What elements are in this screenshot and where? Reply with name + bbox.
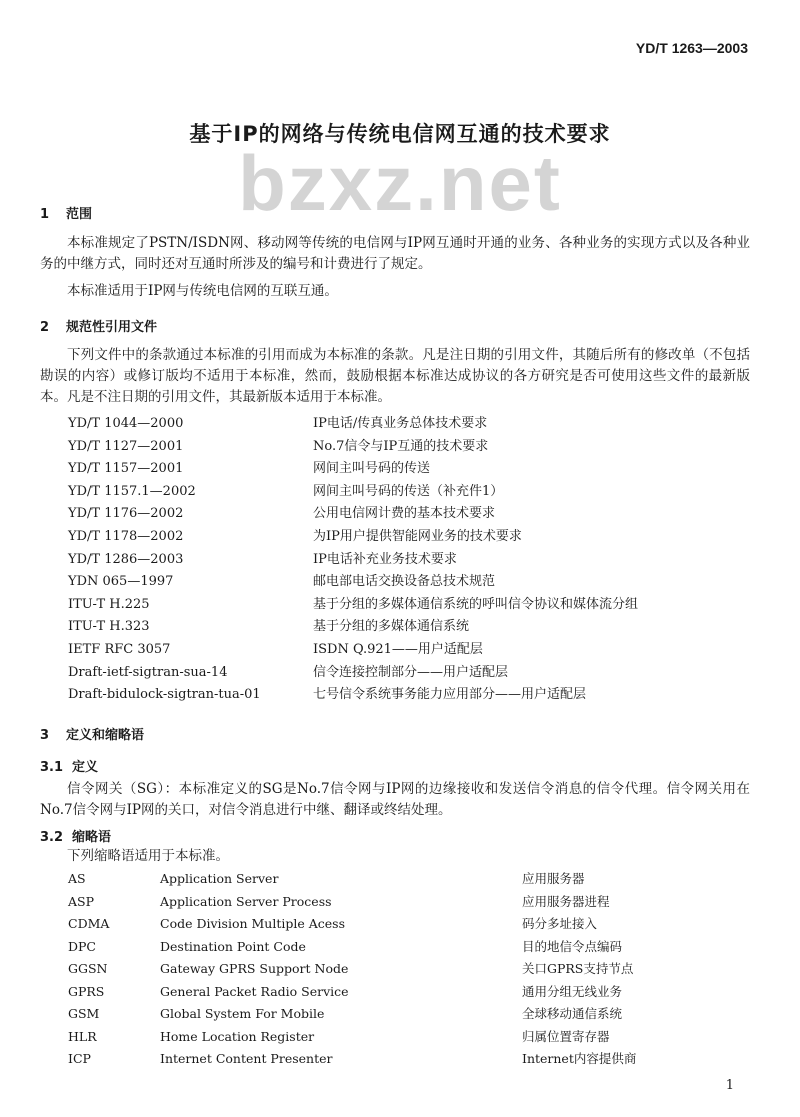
- abbreviation: AS: [68, 871, 86, 886]
- abbreviation-chinese: Internet内容提供商: [522, 1051, 637, 1066]
- reference-code: YD/T 1157.1—2002: [68, 483, 196, 499]
- reference-title: 网间主叫号码的传送: [313, 461, 431, 477]
- reference-code: YD/T 1178—2002: [68, 528, 184, 544]
- section-title: 规范性引用文件: [66, 320, 158, 335]
- document-code: YD/T 1263—2003: [635, 40, 748, 56]
- abbreviation-chinese: 目的地信令点编码: [522, 938, 623, 954]
- abbreviation-item: [68, 868, 636, 891]
- reference-title: IP电话/传真业务总体技术要求: [313, 416, 488, 431]
- abbreviation-english: Home Location Register: [160, 1028, 315, 1044]
- abbreviation-item: [68, 1026, 636, 1049]
- abbreviation-english: General Packet Radio Service: [160, 983, 349, 999]
- reference-title: 七号信令系统事务能力应用部分——用户适配层: [313, 687, 587, 703]
- abbreviation-chinese: 关口GPRS支持节点: [522, 961, 634, 976]
- watermark: bzxz.net: [238, 139, 562, 227]
- reference-code: YDN 065—1997: [68, 574, 174, 590]
- section-3-2-heading: [40, 826, 111, 845]
- reference-code: YD/T 1127—2001: [68, 438, 184, 454]
- section-number: 2: [40, 320, 50, 335]
- abbreviation: DPC: [68, 938, 96, 954]
- reference-title: 公用电信网计费的基本技术要求: [313, 506, 496, 522]
- abbreviation-item: [68, 913, 636, 936]
- page-title: 基于IP的网络与传统电信网互通的技术要求: [189, 122, 611, 146]
- abbreviation-chinese: 应用服务器: [522, 871, 585, 886]
- abbreviation: ICP: [68, 1051, 91, 1066]
- abbreviation: GSM: [68, 1006, 100, 1021]
- reference-code: IETF RFC 3057: [68, 641, 171, 657]
- section-title: 范围: [66, 207, 93, 222]
- abbreviation-english: Internet Content Presenter: [160, 1051, 333, 1066]
- section-title: 缩略语: [72, 830, 112, 845]
- reference-code: YD/T 1286—2003: [68, 551, 184, 567]
- reference-code: YD/T 1044—2000: [68, 416, 184, 431]
- abbreviation-item: [68, 958, 636, 981]
- abbreviation-chinese: 归属位置寄存器: [522, 1028, 610, 1044]
- abbreviation: GPRS: [68, 983, 105, 999]
- page-number: 1: [725, 1078, 734, 1093]
- reference-title: 邮电部电话交换设备总技术规范: [313, 574, 496, 590]
- reference-list: [68, 413, 638, 707]
- reference-title: No.7信令与IP互通的技术要求: [313, 438, 489, 454]
- reference-title: 信令连接控制部分——用户适配层: [313, 664, 509, 680]
- reference-title: 基于分组的多媒体通信系统: [313, 619, 470, 635]
- abbreviation-chinese: 全球移动通信系统: [522, 1006, 623, 1021]
- reference-title: ISDN Q.921——用户适配层: [313, 641, 483, 657]
- abbreviation-english: Gateway GPRS Support Node: [160, 961, 349, 976]
- reference-item: [68, 526, 638, 549]
- section-number: 3.2: [40, 830, 64, 845]
- section-3-1-heading: [40, 756, 98, 775]
- abbreviation-english: Destination Point Code: [160, 938, 306, 954]
- reference-code: ITU-T H.225: [68, 596, 150, 612]
- reference-code: YD/T 1157—2001: [68, 461, 184, 477]
- abbreviation: HLR: [68, 1028, 97, 1044]
- reference-title: IP电话补充业务技术要求: [313, 551, 457, 567]
- section-3-1-paragraph: 信令网关（SG）：本标准定义的SG是No.7信令网与IP网的边缘接收和发送信令消息的信令代理。信令网关用在No.7信令网与IP网的关口，对信令消息进行中继、翻译或终结处理。: [40, 781, 750, 818]
- section-number: 1: [40, 207, 50, 222]
- abbreviation-chinese: 应用服务器进程: [522, 893, 610, 909]
- section-title: 定义: [72, 760, 99, 775]
- reference-title: 为IP用户提供智能网业务的技术要求: [313, 528, 522, 544]
- reference-code: Draft-ietf-sigtran-sua-14: [68, 664, 228, 680]
- reference-item: [68, 458, 638, 481]
- abbreviation-item: [68, 891, 636, 914]
- reference-item: [68, 662, 638, 685]
- section-2-paragraph-1: 下列文件中的条款通过本标准的引用而成为本标准的条款。凡是注日期的引用文件，其随后所有的修改单（不包括勘误的内容）或修订版均不适用于本标准，然而，鼓励根据本标准达成协议的各方研究是否可使用这些文件的最新版本。凡是不注日期的引用文件，其最新版本适用于本标准。: [40, 347, 750, 405]
- abbreviation-item: [68, 981, 636, 1004]
- section-title: 定义和缩略语: [66, 728, 145, 743]
- abbreviation-english: Code Division Multiple Acess: [160, 916, 345, 931]
- section-3-heading: [40, 724, 144, 743]
- reference-item: [68, 549, 638, 572]
- reference-title: 网间主叫号码的传送（补充件1）: [313, 483, 504, 499]
- abbreviation-chinese: 通用分组无线业务: [522, 983, 623, 999]
- section-1-heading: [40, 203, 92, 222]
- abbreviation-english: Application Server Process: [160, 893, 332, 909]
- reference-item: [68, 616, 638, 639]
- section-1-paragraph-1: 本标准规定了PSTN/ISDN网、移动网等传统的电信网与IP网互通时开通的业务、各种业务的实现方式以及各种业务的中继方式，同时还对互通时所涉及的编号和计费进行了规定。: [40, 235, 750, 272]
- abbreviation: CDMA: [68, 916, 110, 931]
- abbreviation-item: [68, 1048, 636, 1071]
- abbreviations-intro: 下列缩略语适用于本标准。: [67, 848, 229, 864]
- section-2-heading: [40, 316, 157, 335]
- section-number: 3: [40, 728, 50, 743]
- reference-code: YD/T 1176—2002: [68, 506, 184, 522]
- reference-item: [68, 413, 638, 436]
- abbreviation: GGSN: [68, 961, 108, 976]
- reference-code: Draft-bidulock-sigtran-tua-01: [68, 687, 261, 703]
- abbreviation-english: Global System For Mobile: [160, 1006, 325, 1021]
- reference-item: [68, 503, 638, 526]
- reference-title: 基于分组的多媒体通信系统的呼叫信令协议和媒体流分组: [313, 596, 639, 612]
- abbreviation-english: Application Server: [160, 871, 279, 886]
- reference-item: [68, 594, 638, 617]
- section-number: 3.1: [40, 760, 64, 775]
- abbreviation: ASP: [68, 893, 95, 909]
- reference-item: [68, 639, 638, 662]
- reference-item: [68, 571, 638, 594]
- abbreviation-chinese: 码分多址接入: [522, 916, 598, 931]
- section-1-paragraph-2: 本标准适用于IP网与传统电信网的互联互通。: [67, 283, 338, 299]
- reference-item: [68, 684, 638, 707]
- reference-item: [68, 481, 638, 504]
- reference-item: [68, 436, 638, 459]
- abbreviation-list: [68, 868, 636, 1071]
- abbreviation-item: [68, 936, 636, 959]
- reference-code: ITU-T H.323: [68, 619, 150, 635]
- abbreviation-item: [68, 1003, 636, 1026]
